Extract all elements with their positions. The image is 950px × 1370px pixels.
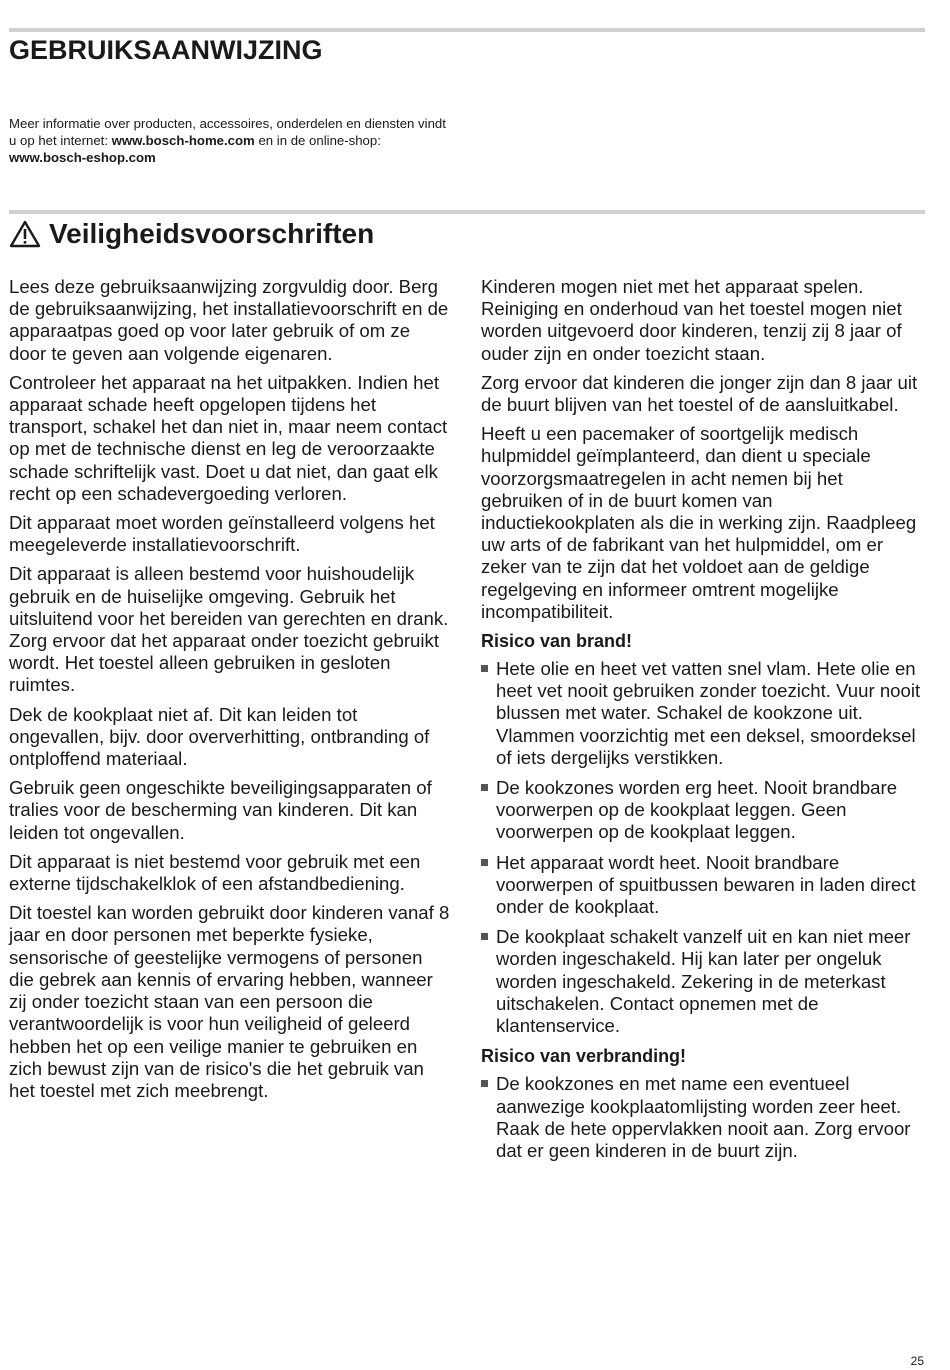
paragraph: Zorg ervoor dat kinderen die jonger zijn dan 8 jaar uit de buurt blijven van het toestel of de aansluitkabel. [481, 371, 918, 416]
section-divider [9, 210, 925, 214]
paragraph: Dit apparaat is alleen bestemd voor huishoudelijk gebruik en de huiselijke omgeving. Gebruik het uitsluitend voor het bereiden van gerechten en drank. Zorg ervoor dat het apparaat onder toezicht gebruikt wordt. Het toestel alleen gebruiken in gesloten ruimtes. [9, 563, 449, 696]
list-item-text: De kookzones worden erg heet. Nooit brandbare voorwerpen op de kookplaat leggen. Geen voorwerpen op de kookplaat leggen. [496, 777, 898, 843]
page-title: GEBRUIKSAANWIJZING [9, 35, 323, 65]
warning-triangle-icon [9, 220, 41, 248]
paragraph: Lees deze gebruiksaanwijzing zorgvuldig door. Berg de gebruiksaanwijzing, het installatievoorschrift en de apparaatpas goed op voor later gebruik of om ze door te geven aan volgende eigenaren. [9, 276, 449, 364]
fire-risk-heading: Risico van brand! [481, 631, 633, 652]
list-item-text: Het apparaat wordt heet. Nooit brandbare voorwerpen of spuitbussen bewaren in laden direct onder de kookplaat. [496, 851, 916, 918]
section-title [9, 218, 374, 250]
right-column [481, 276, 925, 1170]
paragraph: Dit apparaat is niet bestemd voor gebruik met een externe tijdschakelklok of een afstandbediening. [9, 850, 421, 895]
paragraph: Controleer het apparaat na het uitpakken. Indien het apparaat schade heeft opgelopen tijdens het transport, schakel het dan niet in, maar neem contact op met de technische dienst en leg de veroorzaakte schade schriftelijk vast. Doet u dat niet, dan gaat elk recht op een schadevergoeding verloren. [9, 371, 448, 504]
list-item-text: De kookzones en met name een eventueel aanwezige kookplaatomlijsting worden zeer heet. Raak de hete oppervlakken nooit aan. Zorg ervoor dat er geen kinderen in de buurt zijn. [496, 1073, 911, 1161]
square-bullet-icon [481, 859, 488, 866]
paragraph: Dit apparaat moet worden geïnstalleerd volgens het meegeleverde installatievoorschrift. [9, 512, 435, 556]
list-item [481, 926, 925, 1037]
burn-risk-heading: Risico van verbranding! [481, 1046, 687, 1067]
intro-text-1: Meer informatie over producten, accessoires, onderdelen en diensten vindt u op het internet: [9, 116, 446, 148]
paragraph: Dek de kookplaat niet af. Dit kan leiden tot ongevallen, bijv. door oververhitting, ontbranding of ontploffend materiaal. [9, 703, 430, 770]
website-link[interactable]: www.bosch-home.com [111, 133, 255, 148]
fire-risk-list [481, 658, 925, 1037]
intro-paragraph [9, 115, 449, 166]
list-item [481, 658, 925, 769]
list-item [481, 1073, 925, 1162]
list-item-text: Hete olie en heet vet vatten snel vlam. Hete olie en heet vet nooit gebruiken zonder toezicht. Vuur nooit blussen met water. Schakel de kookzone uit. Vlammen voorzichtig met een deksel, smoordeksel of iets dergelijks verstikken. [496, 658, 921, 768]
paragraph: Gebruik geen ongeschikte beveiligingsapparaten of tralies voor de bescherming van kinderen. Dit kan leiden tot ongevallen. [9, 777, 432, 843]
section-title-text: Veiligheidsvoorschriften [49, 218, 375, 249]
list-item [481, 777, 925, 844]
top-divider [9, 28, 925, 32]
paragraph: Kinderen mogen niet met het apparaat spelen. Reiniging en onderhoud van het toestel mogen niet worden uitgevoerd door kinderen, tenzij zij 8 jaar of ouder zijn en onder toezicht staan. [481, 276, 902, 364]
intro-text-2: en in de online-shop: [254, 133, 381, 148]
paragraph: Heeft u een pacemaker of soortgelijk medisch hulpmiddel geïmplanteerd, dan dient u speciale voorzorgsmaatregelen in acht nemen bij het gebruiken of in de buurt komen van inductiekookplaten als die in werking zijn. Raadpleeg uw arts of de fabrikant van het hulpmiddel, om er zeker van te zijn dat het voldoet aan de geldige regelgeving en informeer omtrent mogelijke incompatibiliteit. [481, 423, 917, 622]
left-column [9, 276, 451, 1109]
eshop-link[interactable]: www.bosch-eshop.com [9, 150, 156, 165]
list-item-text: De kookplaat schakelt vanzelf uit en kan niet meer worden ingeschakeld. Hij kan later per ongeluk worden ingeschakeld. Zekering in de meterkast uitschakelen. Contact opnemen met de klantenservice. [496, 926, 911, 1037]
list-item [481, 852, 925, 919]
square-bullet-icon [481, 933, 488, 940]
paragraph: Dit toestel kan worden gebruikt door kinderen vanaf 8 jaar en door personen met beperkte fysieke, sensorische of geestelijke vermogens of personen die gebrek aan kennis of ervaring hebben, wanneer zij onder toezicht staan van een persoon die verantwoordelijk is voor hun veiligheid of geleerd hebben het op een veilige manier te gebruiken en zich bewust zijn van de risico's die het gebruik van het toestel met zich meebrengt. [9, 902, 450, 1101]
burn-risk-list [481, 1073, 925, 1162]
square-bullet-icon [481, 665, 488, 672]
page-number: 25 [910, 1354, 924, 1368]
square-bullet-icon [481, 784, 488, 791]
square-bullet-icon [481, 1080, 488, 1087]
